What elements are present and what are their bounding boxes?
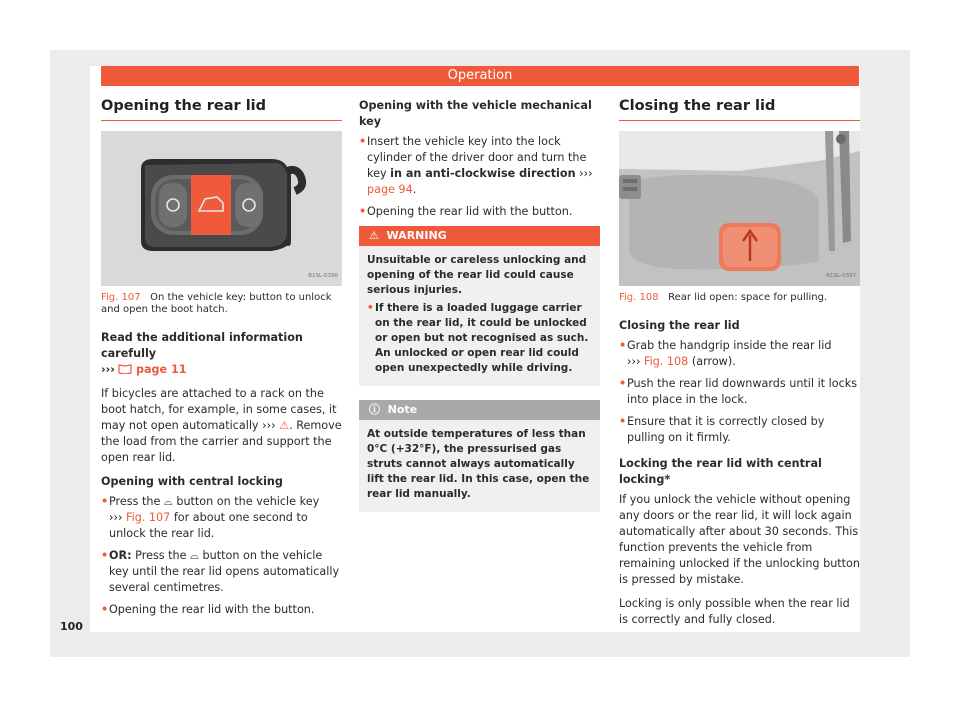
figure-caption <box>101 292 342 316</box>
subheading-locking: Locking the rear lid with central locking* <box>619 457 822 486</box>
list-item: • Ensure that it is correctly closed by pulling on it firmly. <box>619 415 825 444</box>
note-box <box>359 400 600 512</box>
figure-caption-text: Rear lid open: space for pulling. <box>668 292 828 303</box>
figure-caption-text: On the vehicle key: button to unlock and open the boot hatch. <box>101 292 332 315</box>
info-icon: ⓘ <box>369 403 380 416</box>
column-3 <box>619 98 860 636</box>
figure-link[interactable]: Fig. 108 <box>643 355 689 368</box>
figure-code: B1SL-0397 <box>826 273 856 279</box>
warning-header: ⚠ WARNING <box>359 226 600 246</box>
note-body: At outside temperatures of less than 0°C (+32°F), the pressurised gas struts cannot always automatically lift the rear lid. In this case, open the rear lid manually. <box>367 428 590 500</box>
list-item: • Opening the rear lid with the button. <box>101 603 315 616</box>
section-title-opening: Opening the rear lid <box>101 98 342 121</box>
figure-link[interactable]: Fig. 107 <box>125 511 171 524</box>
warning-body: Unsuitable or careless unlocking and opening of the rear lid could cause serious injuries. • If there is a loaded luggage carrier on the rear lid, it could be unlocked or open but not recognised as such. An unlocked or open rear lid could open unexpectedly while driving. <box>359 246 600 386</box>
page-link[interactable]: page 94 <box>367 183 413 196</box>
page-number: 100 <box>60 620 83 633</box>
header-bar: Operation <box>101 66 859 86</box>
section-title-closing: Closing the rear lid <box>619 98 860 121</box>
warning-triangle-icon: ⚠ <box>279 419 290 432</box>
warning-triangle-icon: ⚠ <box>369 229 379 242</box>
figure-107-key-fob <box>101 131 342 286</box>
page-link[interactable]: page 11 <box>135 363 187 376</box>
figure-number: Fig. 108 <box>619 292 659 303</box>
paragraph-locking-condition: Locking is only possible when the rear lid is correctly and fully closed. <box>619 597 850 626</box>
list-item: • Insert the vehicle key into the lock cylinder of the driver door and turn the key in an anti-clockwise direction ››› page 94. <box>359 135 593 196</box>
note-header: ⓘ Note <box>359 400 600 420</box>
list-item: • Push the rear lid downwards until it locks into place in the lock. <box>619 377 858 406</box>
figure-108-rear-lid <box>619 131 860 286</box>
book-icon <box>118 363 132 374</box>
arrow-up-icon <box>619 131 860 286</box>
list-item: • OR: Press the ⌓ button on the vehicle key until the rear lid opens automatically several centimetres. <box>101 549 340 594</box>
list-item: • Press the ⌓ button on the vehicle key ››› Fig. 107 for about one second to unlock the rear lid. <box>101 495 320 540</box>
list-item: • Opening the rear lid with the button. <box>359 205 573 218</box>
figure-caption <box>619 292 860 304</box>
subheading-mechanical-key: Opening with the vehicle mechanical key <box>359 99 592 128</box>
paragraph-auto-lock: If you unlock the vehicle without opening any doors or the rear lid, it will lock again automatically after about 30 seconds. This function prevents the vehicle from remaining unlocked if the unlocking button is pressed by mistake. <box>619 493 860 586</box>
read-more: Read the additional information carefully ››› page 11 <box>101 331 303 376</box>
subheading-closing: Closing the rear lid <box>619 319 740 332</box>
car-open-trunk-icon: ⌓ <box>190 549 199 562</box>
column-2 <box>359 98 600 526</box>
subheading-central-locking: Opening with central locking <box>101 475 283 488</box>
figure-number: Fig. 107 <box>101 292 141 303</box>
car-open-trunk-icon: ⌓ <box>163 495 173 508</box>
figure-code: B1SL-0396 <box>308 273 338 279</box>
list-item: • If there is a loaded luggage carrier on the rear lid, it could be unlocked or open but not recognised as such. An unlocked or open rear lid could open unexpectedly while driving. <box>367 302 589 374</box>
key-fob-icon <box>101 131 342 286</box>
column-1 <box>101 98 342 624</box>
warning-box <box>359 226 600 386</box>
paragraph-bicycles: If bicycles are attached to a rack on the boot hatch, for example, in some cases, it may not open automatically ››› ⚠. Remove the load from the carrier and support the open rear lid. <box>101 387 342 464</box>
list-item: • Grab the handgrip inside the rear lid ››› Fig. 108 (arrow). <box>619 339 832 368</box>
